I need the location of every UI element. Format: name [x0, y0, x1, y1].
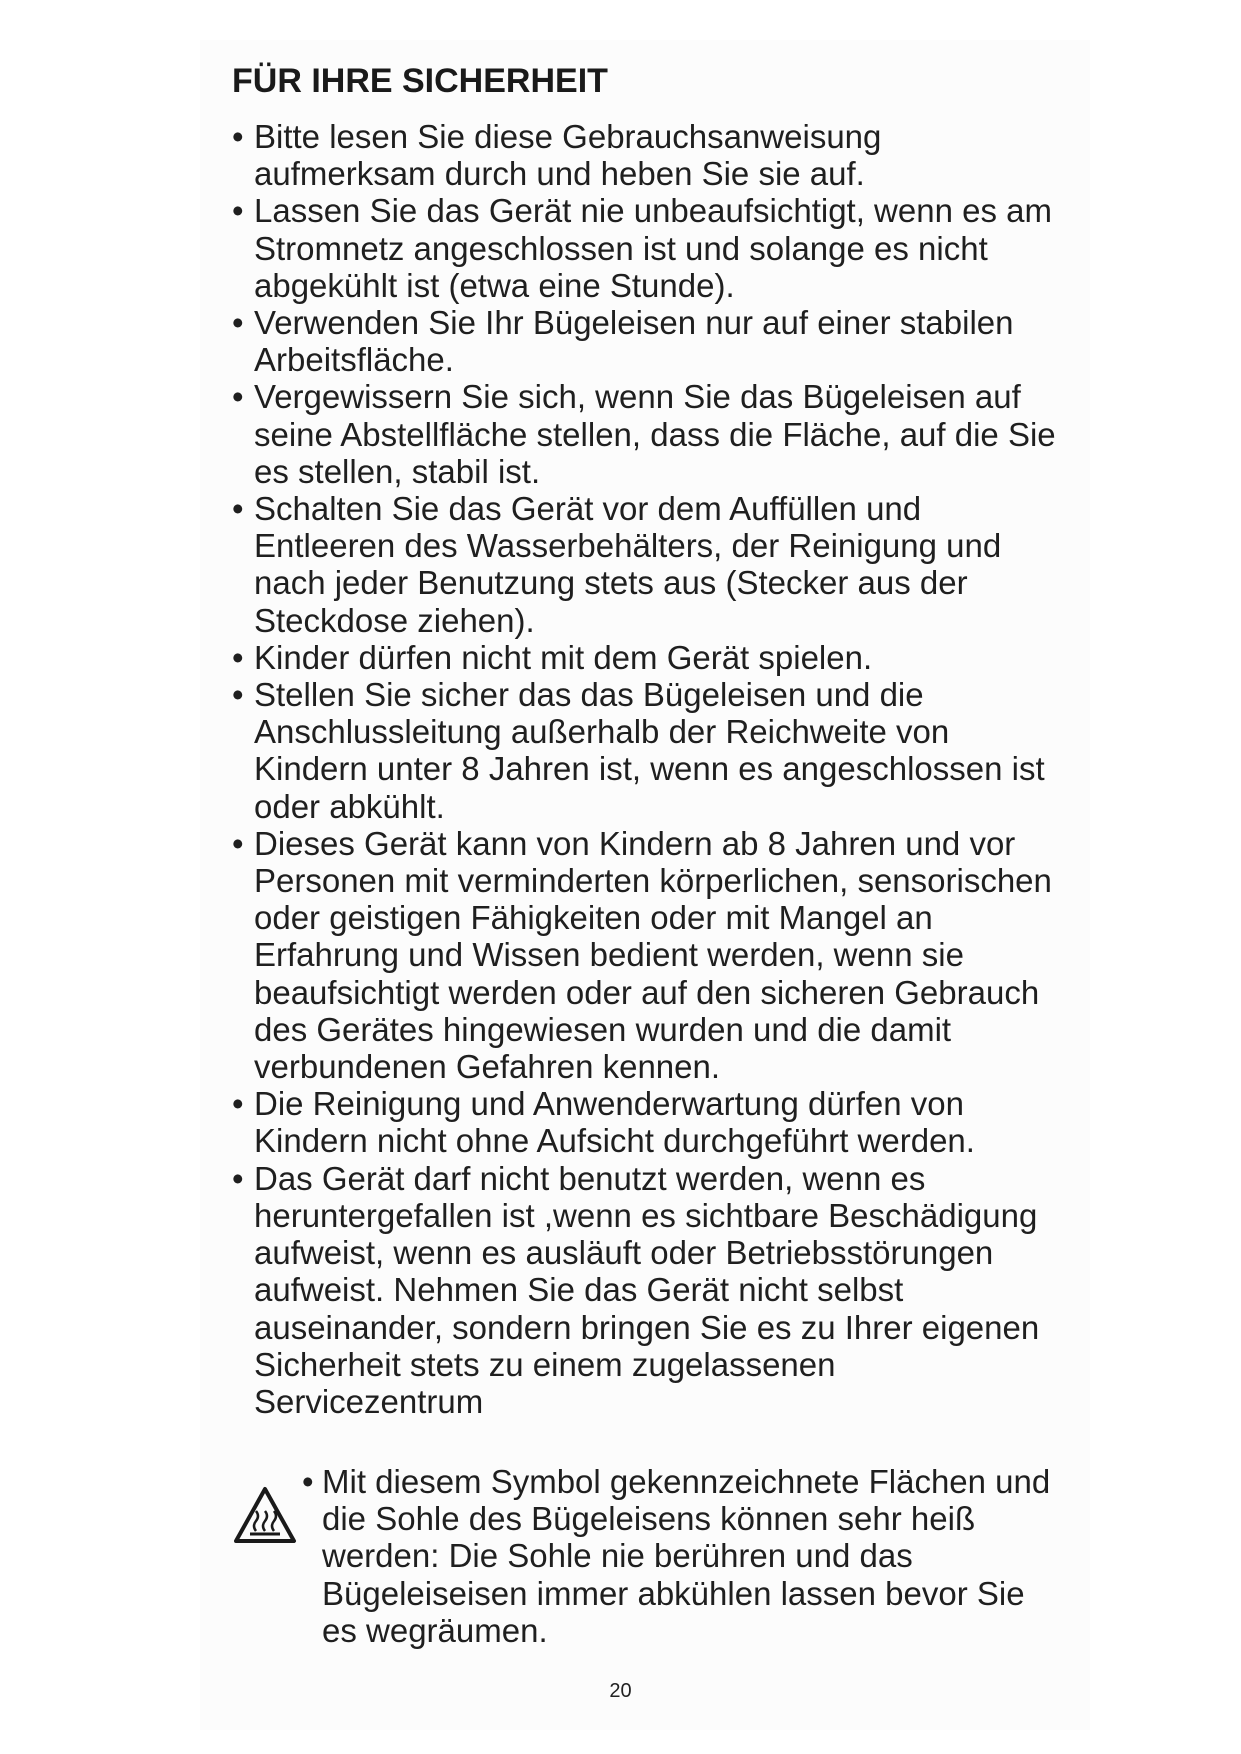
bullet: •	[232, 676, 244, 714]
bullet: •	[232, 378, 244, 416]
list-item-text: Die Reinigung und Anwenderwartung dürfen von Kindern nicht ohne Aufsicht durchgeführt werden.	[254, 1085, 975, 1160]
list-item-text: Vergewissern Sie sich, wenn Sie das Bügeleisen auf seine Abstellfläche stellen, dass die Fläche, auf die Sie es stellen, stabil ist.	[254, 378, 1056, 490]
list-item	[232, 118, 1062, 192]
bullet: •	[232, 638, 244, 676]
list-item	[232, 639, 1062, 676]
page-title: FÜR IHRE SICHERHEIT	[232, 62, 608, 100]
list-item	[232, 192, 1062, 304]
bullet: •	[302, 1463, 314, 1500]
bullet: •	[232, 490, 244, 528]
list-item	[232, 490, 1062, 639]
bullet: •	[232, 1085, 244, 1123]
safety-list	[232, 118, 1062, 1420]
page-number: 20	[609, 1680, 632, 1702]
list-item-text: Kinder dürfen nicht mit dem Gerät spielen.	[254, 638, 873, 676]
bullet: •	[232, 824, 244, 862]
list-item	[232, 304, 1062, 378]
list-item-text: Dieses Gerät kann von Kindern ab 8 Jahren und vor Personen mit verminderten körperlichen, sensorischen oder geistigen Fähigkeiten oder mit Mangel an Erfahrung und Wissen bedient werden, wenn sie beaufsichtigt werden oder auf den sicheren Gebrauch des Gerätes hingewiesen wurden und die damit verbundenen Gefahren kennen.	[254, 824, 1052, 1086]
bullet: •	[232, 118, 244, 155]
list-item	[232, 825, 1062, 1085]
list-item	[232, 1085, 1062, 1159]
bullet: •	[232, 1159, 244, 1197]
list-item-text: Stellen Sie sicher das das Bügeleisen und die Anschlussleitung außerhalb der Reichweite von Kindern unter 8 Jahren ist, wenn es angeschlossen ist oder abkühlt.	[254, 676, 1045, 825]
list-item	[232, 676, 1062, 825]
list-item-text: Das Gerät darf nicht benutzt werden, wenn es heruntergefallen ist ,wenn es sichtbare Beschädigung aufweist, wenn es ausläuft oder Betriebsstörungen aufweist. Nehmen Sie das Gerät nicht selbst auseinander, sondern bringen Sie es zu Ihrer eigenen Sicherheit stets zu einem zugelassenen Servicezentrum	[254, 1159, 1040, 1420]
warning-text: Mit diesem Symbol gekennzeichnete Flächen und die Sohle des Bügeleisens können sehr heiß werden: Die Sohle nie berühren und das Bügeleiseisen immer abkühlen lassen bevor Sie es wegräumen.	[322, 1463, 1051, 1649]
list-item-text: Verwenden Sie Ihr Bügeleisen nur auf einer stabilen Arbeitsfläche.	[254, 304, 1014, 379]
bullet: •	[232, 304, 244, 342]
list-item-text: Bitte lesen Sie diese Gebrauchsanweisung aufmerksam durch und heben Sie sie auf.	[254, 118, 882, 193]
hot-surface-warning	[232, 1463, 1062, 1649]
bullet: •	[232, 192, 244, 230]
hot-surface-warning-icon	[232, 1485, 298, 1545]
list-item	[232, 1160, 1062, 1420]
list-item-text: Schalten Sie das Gerät vor dem Auffüllen und Entleeren des Wasserbehälters, der Reinigung und nach jeder Benutzung stets aus (Stecker aus der Steckdose ziehen).	[254, 490, 1002, 639]
list-item	[232, 378, 1062, 490]
list-item-text: Lassen Sie das Gerät nie unbeaufsichtigt, wenn es am Stromnetz angeschlossen ist und solange es nicht abgekühlt ist (etwa eine Stunde).	[254, 192, 1052, 304]
